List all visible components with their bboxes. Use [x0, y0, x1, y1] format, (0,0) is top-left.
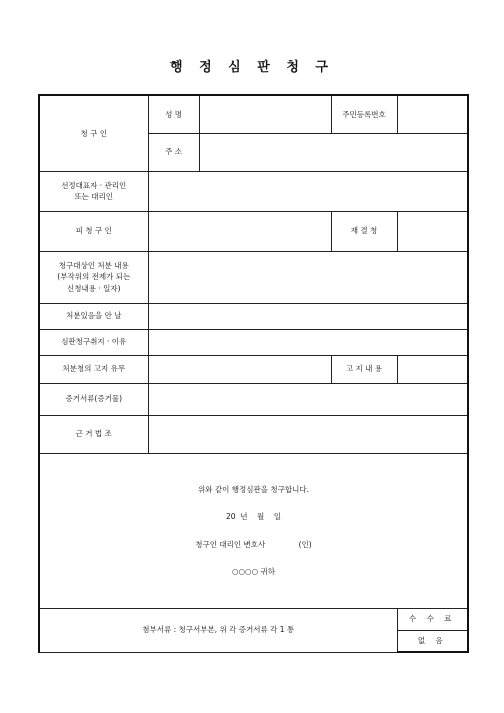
known-date-label: 처분있음을 안 날	[39, 303, 148, 329]
name-label: 성 명	[148, 95, 199, 133]
legal-basis-label: 근 거 법 조	[39, 415, 148, 453]
declaration-date: 20 년 월 일	[225, 512, 282, 522]
disposition-field[interactable]	[148, 251, 468, 303]
representative-label-line-1: 선정대표자 · 관리인	[61, 180, 127, 190]
claimant-label: 청 구 인	[39, 95, 148, 171]
committee-field[interactable]	[397, 211, 468, 251]
disposition-label-line-1: 청구대상인 처분 내용	[58, 261, 129, 271]
name-field[interactable]	[199, 95, 331, 133]
notice-label: 처분청의 고지 유무	[39, 355, 148, 383]
evidence-label: 증거서류(증거물)	[39, 383, 148, 415]
id-number-label: 주민등록번호	[331, 95, 397, 133]
fee-value: 없 음	[397, 630, 468, 652]
attachments: 첨부서류 : 청구서부본, 위 각 증거서류 각 1 통	[39, 608, 397, 652]
document-title: 행 정 심 판 청 구	[170, 60, 334, 75]
respondent-field[interactable]	[148, 211, 331, 251]
representative-field[interactable]	[148, 171, 468, 211]
id-number-field[interactable]	[397, 95, 468, 133]
notice-content-field[interactable]	[397, 355, 468, 383]
disposition-label-line-3: 신청내용 · 일자)	[66, 283, 121, 293]
appeal-form-table	[38, 94, 469, 653]
fee-label: 수 수 료	[397, 608, 468, 630]
known-date-field[interactable]	[148, 303, 468, 329]
address-label: 주 소	[148, 133, 199, 171]
representative-label	[39, 171, 148, 211]
committee-label: 재 결 청	[331, 211, 397, 251]
declaration-section	[39, 453, 468, 608]
legal-basis-field[interactable]	[148, 415, 468, 453]
purpose-field[interactable]	[148, 329, 468, 355]
notice-content-label: 고 지 내 용	[331, 355, 397, 383]
address-field[interactable]	[199, 133, 468, 171]
declaration-addressee: ○○○○ 귀하	[231, 566, 276, 576]
representative-label-line-2: 또는 대리인	[74, 192, 114, 201]
respondent-label: 피 청 구 인	[39, 211, 148, 251]
disposition-label-line-2: (부작위의 전제가 되는	[57, 272, 131, 282]
notice-field[interactable]	[148, 355, 331, 383]
evidence-field[interactable]	[148, 383, 468, 415]
declaration-signer: 청구인 대리인 변호사 (인)	[195, 539, 312, 549]
purpose-label: 심판청구취지 · 이유	[39, 329, 148, 355]
disposition-label	[39, 251, 148, 303]
declaration-statement: 위와 같이 행정심판을 청구합니다.	[198, 485, 309, 494]
